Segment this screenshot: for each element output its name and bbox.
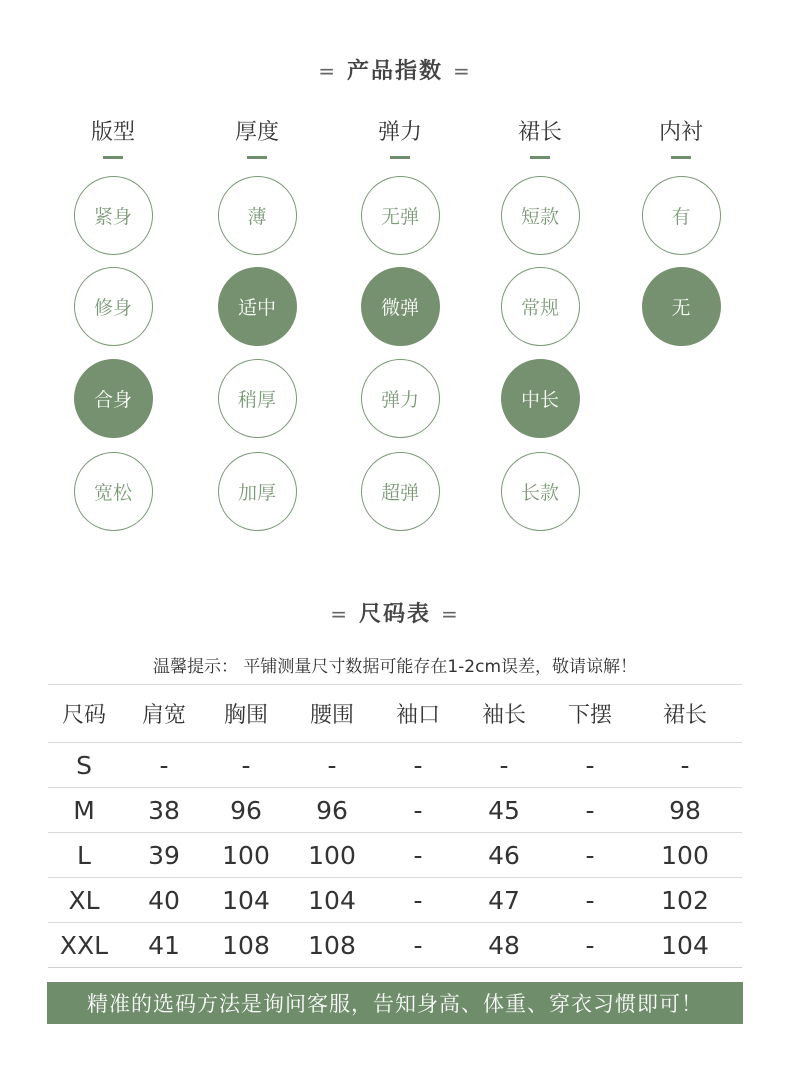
measurement-cell: - [380, 878, 456, 923]
measurement-cell: 104 [628, 923, 742, 968]
measurement-cell: - [380, 833, 456, 878]
title-deco-right: = [441, 602, 460, 626]
measurement-cell: - [552, 923, 628, 968]
measurement-cell: 39 [120, 833, 208, 878]
table-row [48, 788, 742, 833]
title-deco-left: = [318, 59, 337, 83]
attr-option: 无弹 [361, 176, 440, 255]
attr-option: 超弹 [361, 452, 440, 531]
size-label-cell: XXL [48, 923, 120, 968]
attr-option: 有 [642, 176, 721, 255]
table-row [48, 833, 742, 878]
attr-option: 加厚 [218, 452, 297, 531]
attr-header-label: 版型 [90, 120, 135, 145]
table-header-cell: 袖口 [380, 685, 456, 743]
size-label-cell: M [48, 788, 120, 833]
attr-option: 弹力 [361, 359, 440, 438]
measurement-cell: 41 [120, 923, 208, 968]
measurement-cell: 98 [628, 788, 742, 833]
measurement-cell: - [120, 743, 208, 788]
title-deco-left: = [330, 602, 349, 626]
measurement-cell: - [456, 743, 552, 788]
table-row [48, 743, 742, 788]
table-row [48, 878, 742, 923]
table-header-cell: 肩宽 [120, 685, 208, 743]
attr-header-label: 内衬 [658, 120, 703, 145]
attr-option-selected: 无 [642, 267, 721, 346]
table-header-cell: 裙长 [628, 685, 742, 743]
measurement-cell: - [628, 743, 742, 788]
measurement-cell: - [208, 743, 284, 788]
attr-option: 薄 [218, 176, 297, 255]
measurement-cell: 48 [456, 923, 552, 968]
size-label-cell: XL [48, 878, 120, 923]
sizing-advice-banner: 精准的选码方法是询问客服，告知身高、体重、穿衣习惯即可！ [47, 982, 743, 1024]
attr-option: 稍厚 [218, 359, 297, 438]
size-chart-title [0, 597, 790, 628]
attr-option: 紧身 [74, 176, 153, 255]
attr-header-underline [530, 156, 550, 159]
measurement-cell: 100 [628, 833, 742, 878]
product-index-title-text: 产品指数 [346, 59, 443, 84]
table-header-cell: 袖长 [456, 685, 552, 743]
attr-header-underline [671, 156, 691, 159]
attr-option-selected: 中长 [501, 359, 580, 438]
table-header-cell: 腰围 [284, 685, 380, 743]
measurement-cell: 40 [120, 878, 208, 923]
title-deco-right: = [453, 59, 472, 83]
attr-option: 长款 [501, 452, 580, 531]
attr-option: 宽松 [74, 452, 153, 531]
measurement-cell: 96 [208, 788, 284, 833]
measurement-cell: - [380, 923, 456, 968]
measurement-cell: 38 [120, 788, 208, 833]
measurement-cell: 102 [628, 878, 742, 923]
measurement-cell: - [284, 743, 380, 788]
measurement-cell: 45 [456, 788, 552, 833]
measurement-cell: - [552, 833, 628, 878]
size-label-cell: L [48, 833, 120, 878]
attr-header-underline [247, 156, 267, 159]
size-chart-title-text: 尺码表 [358, 602, 431, 627]
attr-header-underline [103, 156, 123, 159]
attr-header-underline [390, 156, 410, 159]
attr-option: 常规 [501, 267, 580, 346]
size-table [48, 684, 742, 968]
measurement-cell: - [552, 788, 628, 833]
table-header-cell: 尺码 [48, 685, 120, 743]
attr-option: 修身 [74, 267, 153, 346]
attr-option-selected: 适中 [218, 267, 297, 346]
size-label-cell: S [48, 743, 120, 788]
attr-column-header [350, 118, 450, 159]
product-index-title [0, 54, 790, 85]
attr-header-label: 弹力 [377, 120, 422, 145]
measurement-cell: 46 [456, 833, 552, 878]
attr-column-header [631, 118, 731, 159]
attr-option: 短款 [501, 176, 580, 255]
attr-column-header [207, 118, 307, 159]
measurement-cell: 104 [284, 878, 380, 923]
table-header-cell: 下摆 [552, 685, 628, 743]
attr-option-selected: 合身 [74, 359, 153, 438]
measurement-cell: - [552, 743, 628, 788]
measurement-cell: 100 [208, 833, 284, 878]
measurement-cell: 47 [456, 878, 552, 923]
attr-header-label: 裙长 [517, 120, 562, 145]
measurement-cell: - [552, 878, 628, 923]
attr-column-header [490, 118, 590, 159]
attr-header-label: 厚度 [234, 120, 279, 145]
attr-option-selected: 微弹 [361, 267, 440, 346]
table-header-cell: 胸围 [208, 685, 284, 743]
measurement-cell: - [380, 788, 456, 833]
table-row [48, 923, 742, 968]
attr-column-header [63, 118, 163, 159]
measurement-cell: 96 [284, 788, 380, 833]
measurement-cell: 108 [208, 923, 284, 968]
table-body [48, 743, 742, 968]
measurement-cell: - [380, 743, 456, 788]
measurement-cell: 108 [284, 923, 380, 968]
measurement-tip: 温馨提示： 平铺测量尺寸数据可能存在1-2cm误差，敬请谅解！ [152, 657, 638, 677]
table-header-row [48, 685, 742, 743]
measurement-cell: 104 [208, 878, 284, 923]
measurement-cell: 100 [284, 833, 380, 878]
